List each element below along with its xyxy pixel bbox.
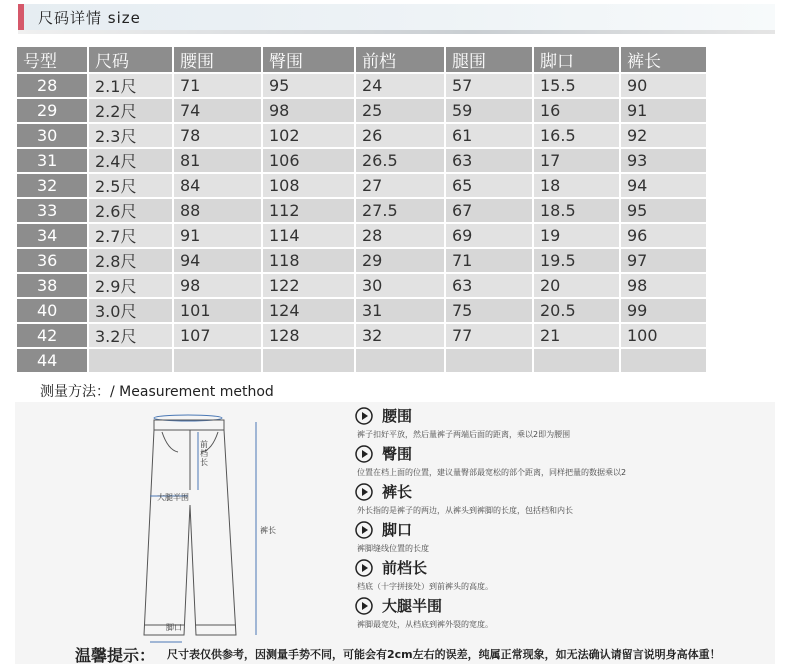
table-cell: 94 (174, 249, 261, 272)
size-number-cell: 30 (17, 124, 87, 147)
table-cell: 31 (356, 299, 444, 322)
table-cell: 124 (263, 299, 354, 322)
column-header: 腰围 (174, 47, 261, 72)
table-cell: 18 (534, 174, 619, 197)
measurement-item (355, 404, 775, 442)
pants-diagram (140, 410, 300, 650)
table-cell: 114 (263, 224, 354, 247)
measurement-item (355, 594, 775, 632)
size-table (15, 45, 708, 374)
table-cell: 2.6尺 (89, 199, 172, 222)
table-cell: 27 (356, 174, 444, 197)
table-cell: 20 (534, 274, 619, 297)
column-header: 尺码 (89, 47, 172, 72)
table-cell: 25 (356, 99, 444, 122)
tip-text: 尺寸表仅供参考，因测量手势不同，可能会有2cm左右的误差，纯属正常现象，如无法确认请留言说明身高体重！ (167, 648, 721, 661)
label-rise: 前档长 (200, 440, 208, 467)
table-cell: 17 (534, 149, 619, 172)
measurement-name: 裤长 (382, 483, 413, 501)
header-divider (18, 30, 775, 34)
table-cell (89, 349, 172, 372)
table-cell (174, 349, 261, 372)
section-title: 尺码详情 size (38, 9, 141, 27)
table-cell: 94 (621, 174, 706, 197)
table-cell: 2.1尺 (89, 74, 172, 97)
size-number-cell: 31 (17, 149, 87, 172)
table-cell: 29 (356, 249, 444, 272)
table-cell: 19 (534, 224, 619, 247)
size-number-cell: 29 (17, 99, 87, 122)
size-number-cell: 38 (17, 274, 87, 297)
measurement-item (355, 480, 775, 518)
table-cell: 98 (174, 274, 261, 297)
table-cell: 74 (174, 99, 261, 122)
table-cell: 63 (446, 274, 532, 297)
table-row (17, 174, 706, 197)
table-row (17, 224, 706, 247)
size-number-cell: 44 (17, 349, 87, 372)
section-header (18, 4, 775, 30)
play-circle-icon (355, 597, 373, 615)
table-cell: 100 (621, 324, 706, 347)
table-cell: 107 (174, 324, 261, 347)
table-cell: 15.5 (534, 74, 619, 97)
measurement-desc: 裤脚最宽处，从档底到裤外裂的宽度。 (357, 620, 493, 629)
measurement-item (355, 518, 775, 556)
table-cell: 30 (356, 274, 444, 297)
table-row (17, 274, 706, 297)
table-cell: 3.2尺 (89, 324, 172, 347)
table-cell: 27.5 (356, 199, 444, 222)
table-cell: 26 (356, 124, 444, 147)
measurement-name: 前档长 (382, 559, 428, 577)
table-cell: 2.3尺 (89, 124, 172, 147)
table-cell: 19.5 (534, 249, 619, 272)
measurement-desc: 位置在档上面的位置，建议量臀部最宽松的部个距离，同样把量的数据乘以2 (357, 468, 627, 477)
table-cell: 2.9尺 (89, 274, 172, 297)
measurement-name: 臀围 (382, 445, 413, 463)
header-accent-bar (18, 4, 24, 30)
measurement-desc: 档底（十字拼接处）到前裤头的高度。 (357, 582, 493, 591)
measurement-desc: 裤脚缝线位置的长度 (357, 544, 429, 553)
measurement-item (355, 556, 775, 594)
size-number-cell: 40 (17, 299, 87, 322)
size-number-cell: 33 (17, 199, 87, 222)
table-cell (356, 349, 444, 372)
table-cell (263, 349, 354, 372)
table-cell: 98 (621, 274, 706, 297)
table-cell: 21 (534, 324, 619, 347)
table-cell: 118 (263, 249, 354, 272)
table-cell: 24 (356, 74, 444, 97)
warm-tip (75, 643, 775, 663)
table-row (17, 349, 706, 372)
column-header: 臀围 (263, 47, 354, 72)
table-cell: 2.2尺 (89, 99, 172, 122)
table-row (17, 199, 706, 222)
table-cell: 3.0尺 (89, 299, 172, 322)
table-cell: 112 (263, 199, 354, 222)
measurement-items (355, 404, 775, 632)
table-cell: 67 (446, 199, 532, 222)
table-cell: 92 (621, 124, 706, 147)
play-circle-icon (355, 445, 373, 463)
table-cell: 81 (174, 149, 261, 172)
table-cell: 2.4尺 (89, 149, 172, 172)
table-cell: 97 (621, 249, 706, 272)
table-cell: 95 (263, 74, 354, 97)
table-cell: 84 (174, 174, 261, 197)
table-cell: 108 (263, 174, 354, 197)
tip-lead: 温馨提示： (75, 646, 156, 665)
play-circle-icon (355, 559, 373, 577)
table-cell: 75 (446, 299, 532, 322)
measurement-name: 脚口 (382, 521, 413, 539)
table-cell: 102 (263, 124, 354, 147)
table-row (17, 249, 706, 272)
table-cell: 59 (446, 99, 532, 122)
table-cell (534, 349, 619, 372)
table-cell: 69 (446, 224, 532, 247)
table-cell: 95 (621, 199, 706, 222)
play-circle-icon (355, 483, 373, 501)
table-cell: 2.7尺 (89, 224, 172, 247)
table-row (17, 299, 706, 322)
size-number-cell: 28 (17, 74, 87, 97)
column-header: 裤长 (621, 47, 706, 72)
size-number-cell: 34 (17, 224, 87, 247)
measurement-name: 大腿半围 (382, 597, 443, 615)
size-number-cell: 32 (17, 174, 87, 197)
table-cell: 71 (174, 74, 261, 97)
measurement-desc: 外长指的是裤子的两边，从裤头到裤脚的长度，包括档和内长 (357, 506, 573, 515)
label-length: 裤长 (260, 526, 276, 535)
measurement-method-title: 测量方法：/ Measurement method (40, 384, 274, 400)
table-cell: 91 (174, 224, 261, 247)
table-cell: 122 (263, 274, 354, 297)
label-hem: 脚口 (166, 623, 182, 632)
column-header: 前档 (356, 47, 444, 72)
table-row (17, 99, 706, 122)
column-header: 腿围 (446, 47, 532, 72)
table-cell (621, 349, 706, 372)
table-cell: 63 (446, 149, 532, 172)
play-circle-icon (355, 407, 373, 425)
table-row (17, 149, 706, 172)
table-cell: 28 (356, 224, 444, 247)
table-cell: 106 (263, 149, 354, 172)
table-cell: 71 (446, 249, 532, 272)
table-cell: 96 (621, 224, 706, 247)
table-cell: 91 (621, 99, 706, 122)
table-cell: 78 (174, 124, 261, 147)
table-cell: 16 (534, 99, 619, 122)
measurement-name: 腰围 (382, 407, 413, 425)
table-cell: 90 (621, 74, 706, 97)
table-cell: 57 (446, 74, 532, 97)
table-cell: 65 (446, 174, 532, 197)
table-cell: 88 (174, 199, 261, 222)
size-number-cell: 36 (17, 249, 87, 272)
table-cell: 2.8尺 (89, 249, 172, 272)
table-cell: 2.5尺 (89, 174, 172, 197)
table-cell: 77 (446, 324, 532, 347)
measurement-item (355, 442, 775, 480)
column-header: 脚口 (534, 47, 619, 72)
table-cell: 16.5 (534, 124, 619, 147)
table-cell: 32 (356, 324, 444, 347)
table-cell: 26.5 (356, 149, 444, 172)
table-cell: 61 (446, 124, 532, 147)
table-cell: 99 (621, 299, 706, 322)
table-cell: 20.5 (534, 299, 619, 322)
table-cell: 98 (263, 99, 354, 122)
size-number-cell: 42 (17, 324, 87, 347)
play-circle-icon (355, 521, 373, 539)
table-cell: 18.5 (534, 199, 619, 222)
table-cell (446, 349, 532, 372)
label-thigh: 大腿半围 (157, 493, 189, 502)
table-cell: 128 (263, 324, 354, 347)
column-header: 号型 (17, 47, 87, 72)
table-cell: 93 (621, 149, 706, 172)
table-header-row (17, 47, 706, 72)
table-row (17, 324, 706, 347)
table-row (17, 124, 706, 147)
table-cell: 101 (174, 299, 261, 322)
measurement-desc: 裤子扣好平放，然后量裤子两端后面的距离，乘以2即为腰围 (357, 430, 571, 439)
table-row (17, 74, 706, 97)
